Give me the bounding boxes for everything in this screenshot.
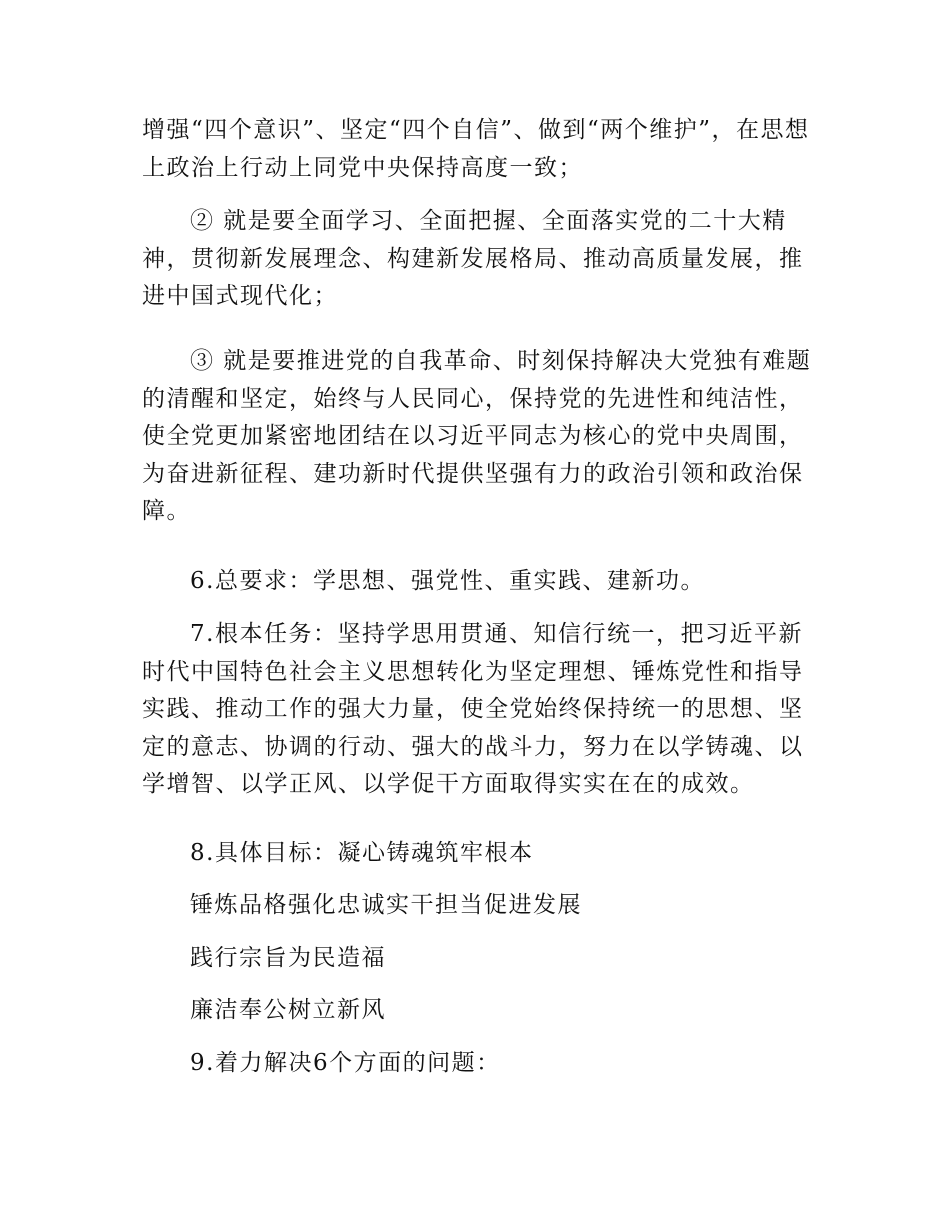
paragraph-text: 8.具体目标：凝心铸魂筑牢根本 <box>190 840 534 866</box>
paragraph-text: ③ 就是要推进党的自我革命、时刻保持解决大党独有难题的清醒和坚定，始终与人民同心，保持党的先进性和纯洁性，使全党更加紧密地团结在以习近平同志为核心的党中央周围，为奋进新征程、建功新时代提供坚强有力的政治引领和政治保障。 <box>142 348 812 524</box>
goal-item <box>142 887 822 925</box>
paragraph-item-2 <box>142 203 822 316</box>
paragraph-text: 6.总要求：学思想、强党性、重实践、建新功。 <box>190 568 705 594</box>
paragraph-continuation <box>142 112 822 187</box>
paragraph-general-requirement <box>142 563 822 601</box>
paragraph-item-3 <box>142 343 822 531</box>
paragraph-text: 增强“四个意识”、坚定“四个自信”、做到“两个维护”，在思想上政治上行动上同党中央保持高度一致； <box>142 117 810 181</box>
goal-item <box>142 940 822 978</box>
paragraph-text: 践行宗旨为民造福 <box>190 945 386 971</box>
paragraph-text: 廉洁奉公树立新风 <box>190 997 386 1023</box>
goal-item <box>142 992 822 1030</box>
paragraph-text: 9.着力解决6个方面的问题： <box>190 1050 501 1076</box>
paragraph-fundamental-task <box>142 616 822 804</box>
paragraph-specific-goals <box>142 835 822 873</box>
paragraph-problems <box>142 1045 822 1083</box>
paragraph-text: ② 就是要全面学习、全面把握、全面落实党的二十大精神，贯彻新发展理念、构建新发展格局、推动高质量发展，推进中国式现代化； <box>142 208 804 309</box>
paragraph-text: 7.根本任务：坚持学思用贯通、知信行统一，把习近平新时代中国特色社会主义思想转化为坚定理想、锤炼党性和指导实践、推动工作的强大力量，使全党始终保持统一的思想、坚定的意志、协调的行动、强大的战斗力，努力在以学铸魂、以学增智、以学正风、以学促干方面取得实实在在的成效。 <box>142 621 804 797</box>
paragraph-text: 锤炼品格强化忠诚实干担当促进发展 <box>190 892 582 918</box>
